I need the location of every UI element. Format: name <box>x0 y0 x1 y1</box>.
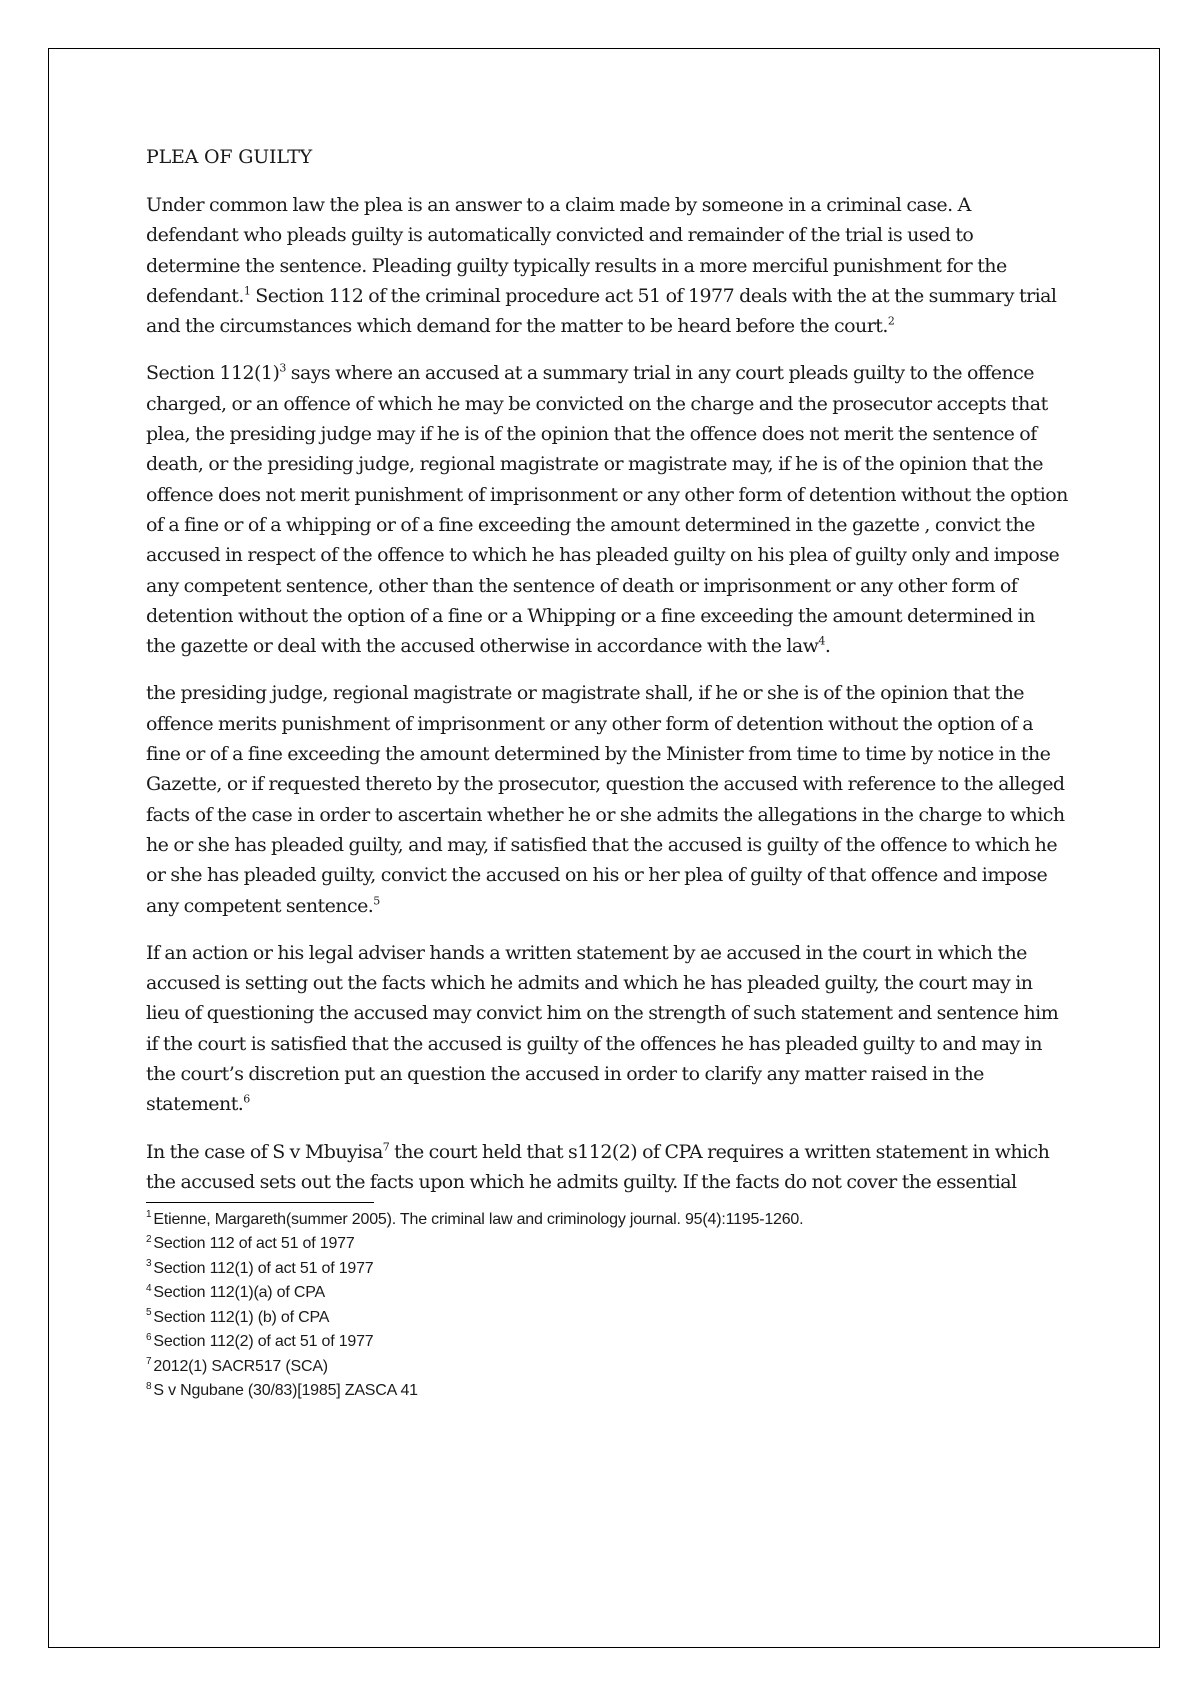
footnote-number: 4 <box>146 1282 152 1294</box>
paragraph-text: Under common law the plea is an answer to a claim made by someone in a criminal case. A defendant who pleads guilty is automatically convicted and remainder of the trial is used to determine the sentence. Pleading guilty typically results in a more merciful punishment for the defendant. <box>146 194 1007 307</box>
footnote-item <box>146 1379 1068 1404</box>
paragraph-text: the court held that s112(2) of CPA requires a written statement in which the accused sets out the facts upon which he admits guilty. If the facts do not cover the essential <box>146 1140 1050 1193</box>
paragraph-text: If an action or his legal adviser hands a written statement by ae accused in the court in which the accused is setting out the facts which he admits and which he has pleaded guilty, the court may in lieu of questioning the accused may convict him on the strength of such statement and sentence him if the court is satisfied that the accused is guilty of the offences he has pleaded guilty to and may in the court’s discretion put an question the accused in order to clarify any matter raised in the statement. <box>146 941 1059 1116</box>
footnote-text: Etienne, Margareth(summer 2005). The criminal law and criminology journal. 95(4):1195-1260. <box>153 1210 804 1228</box>
footnote-ref[interactable]: 1 <box>243 284 251 298</box>
footnote-item <box>146 1355 1068 1380</box>
paragraph-plea-definition <box>146 190 1068 341</box>
paragraph-text: the presiding judge, regional magistrate or magistrate shall, if he or she is of the opinion that the offence merits punishment of imprisonment or any other form of detention without the option of a fine or of a fine exceeding the amount determined by the Minister from time to time by notice in the Gazette, or if requested thereto by the prosecutor, question the accused with reference to the alleged facts of the case in order to ascertain whether he or she admits the allegations in the charge to which he or she has pleaded guilty, and may, if satisfied that the accused is guilty of the offence to which he or she has pleaded guilty, convict the accused on his or her plea of guilty of that offence and impose any competent sentence. <box>146 682 1065 917</box>
paragraph-section-112-1 <box>146 358 1068 661</box>
document-body <box>146 142 1068 1404</box>
footnote-ref[interactable]: 7 <box>382 1140 390 1154</box>
footnote-number: 6 <box>146 1331 152 1343</box>
paragraph-text: In the case of S v Mbuyisa <box>146 1140 383 1163</box>
footnote-number: 7 <box>146 1356 152 1368</box>
footnote-text: Section 112(1) of act 51 of 1977 <box>153 1259 374 1277</box>
footnote-item <box>146 1330 1068 1355</box>
footnote-item <box>146 1306 1068 1331</box>
footnote-ref[interactable]: 2 <box>887 314 895 328</box>
document-title: PLEA OF GUILTY <box>146 146 313 168</box>
paragraph-text: says where an accused at a summary trial in any court pleads guilty to the offence charged, or an offence of which he may be convicted on the charge and the prosecutor accepts that plea, the presiding judge may if he is of the opinion that the offence does not merit the sentence of death, or the presiding judge, regional magistrate or magistrate may, if he is of the opinion that the offence does not merit punishment of imprisonment or any other form of detention without the option of a fine or of a whipping or of a fine exceeding the amount determined in the gazette , convict the accused in respect of the offence to which he has pleaded guilty on his plea of guilty only and impose any competent sentence, other than the sentence of death or imprisonment or any other form of detention without the option of a fine or a Whipping or a fine exceeding the amount determined in the gazette or deal with the accused otherwise in accordance with the law <box>146 362 1068 658</box>
footnote-ref[interactable]: 4 <box>818 634 825 648</box>
footnotes-list <box>146 1208 1068 1404</box>
footnote-item <box>146 1232 1068 1257</box>
footnote-number: 5 <box>146 1307 152 1319</box>
footnote-text: S v Ngubane (30/83)[1985] ZASCA 41 <box>153 1382 418 1400</box>
footnote-ref[interactable]: 6 <box>243 1092 250 1106</box>
footnote-number: 2 <box>146 1233 152 1245</box>
footnote-item <box>146 1257 1068 1282</box>
footnote-item <box>146 1208 1068 1233</box>
paragraph-written-statement <box>146 938 1068 1120</box>
paragraph-case-law <box>146 1137 1068 1197</box>
footnote-separator <box>146 1202 374 1203</box>
paragraph-text: . <box>824 635 831 658</box>
footnote-text: Section 112 of act 51 of 1977 <box>153 1235 355 1253</box>
footnote-number: 1 <box>146 1209 152 1221</box>
footnote-ref[interactable]: 3 <box>279 362 286 376</box>
footnote-text: Section 112(1)(a) of CPA <box>153 1284 325 1302</box>
paragraph-presiding-judge <box>146 678 1068 920</box>
footnote-text: Section 112(2) of act 51 of 1977 <box>153 1333 374 1351</box>
footnote-number: 3 <box>146 1258 152 1270</box>
paragraph-text: Section 112(1) <box>146 362 280 385</box>
footnote-number: 8 <box>146 1380 152 1392</box>
footnote-text: Section 112(1) (b) of CPA <box>153 1308 330 1326</box>
footnote-text: 2012(1) SACR517 (SCA) <box>153 1357 328 1375</box>
footnote-ref[interactable]: 5 <box>373 894 380 908</box>
footnote-item <box>146 1281 1068 1306</box>
paragraph-text: Section 112 of the criminal procedure act 51 of 1977 deals with the at the summary trial and the circumstances which demand for the matter to be heard before the court. <box>146 284 1057 338</box>
